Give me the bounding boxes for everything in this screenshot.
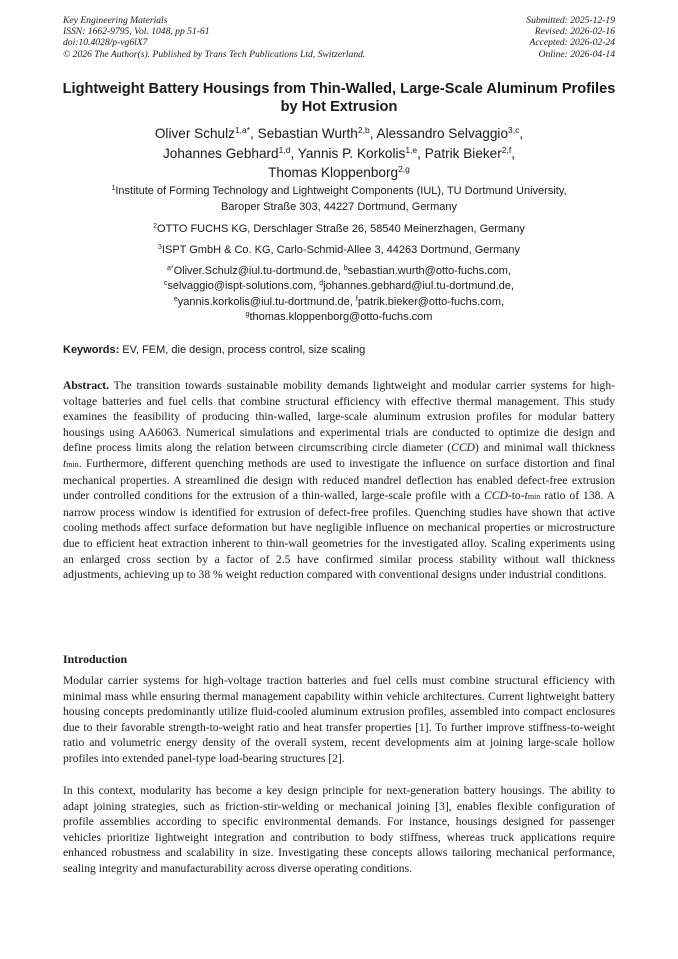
issn-line: ISSN: 1662-9795, Vol. 1048, pp 51-61 (63, 26, 210, 38)
email-link[interactable]: $^g$thomas.kloppenborg@otto-fuchs.com (245, 310, 433, 323)
revised-date: Revised: 2026-02-16 (534, 26, 615, 38)
email-link[interactable]: $^{a*}$Oliver.Schulz@iul.tu-dortmund.de (166, 265, 338, 277)
introduction-paragraph-2: In this context, modularity has become a key design principle for next-generation battery housings. The ability to adapt joining strategies, such as friction-stir-welding or mechanical joining [3], enables flexible configuration of profile assemblies according to specific environmental demands. For instance, housings designed for passenger vehicles prioritize lightweight integration and contribution to body stiffness, whereas truck applications require enhanced robustness and scalability in size. Investigating these concepts allows tailoring mechanical performance, sealing integrity and manufacturability across diverse operating conditions. (63, 784, 615, 875)
online-date: Online: 2026-04-14 (538, 48, 615, 60)
introduction-heading: Introduction (63, 652, 128, 666)
accepted-date: Accepted: 2026-02-24 (529, 37, 615, 49)
keywords-text: EV, FEM, die design, process control, size scaling (119, 344, 366, 356)
email-link[interactable]: $^f$patrik.bieker@otto-fuchs.com (355, 295, 502, 308)
author: Alessandro Selvaggio$^{3,c}$, (376, 125, 524, 141)
email-link[interactable]: $^d$johannes.gebhard@iul.tu-dortmund.de (319, 280, 512, 293)
email-link[interactable]: $^c$selvaggio@ispt-solutions.com (163, 280, 314, 293)
author-list (55, 124, 623, 183)
affiliation-3: $^3$ISPT GmbH & Co. KG, Carlo-Schmid-Allee 3, 44263 Dortmund, Germany (158, 244, 520, 256)
journal-info (63, 15, 365, 60)
author: Oliver Schulz$^{1,a*}$, (154, 125, 258, 141)
email-link[interactable]: $^b$sebastian.wurth@otto-fuchs.com (343, 265, 508, 277)
email-link[interactable]: $^e$yannis.korkolis@iul.tu-dortmund.de (173, 295, 350, 308)
author-emails: $^{a*}$Oliver.Schulz@iul.tu-dortmund.de, $^b$sebastian.wurth@otto-fuchs.com, $^c$selvaggio@ispt-solutions.com, $^d$johannes.gebhard@iul.tu-dortmund.de, $^e$yannis.korkolis@iul.tu-dortmund.de, $^f$patrik.bieker@otto-fuchs.com, $^g$thomas.kloppenborg@otto-fuchs.com (163, 265, 515, 323)
author: Patrik Bieker$^{2,f}$, (424, 144, 516, 161)
author: Sebastian Wurth$^{2,b}$, (257, 125, 377, 141)
keywords (63, 343, 615, 358)
affiliation-2: $^2$OTTO FUCHS KG, Derschlager Straße 26, 58540 Meinerzhagen, Germany (153, 223, 525, 235)
dates-info (526, 15, 615, 60)
copyright-line: © 2026 The Author(s). Published by Trans Tech Publications Ltd, Switzerland. (63, 48, 366, 60)
affiliation-1: $^1$Institute of Forming Technology and Lightweight Components (IUL), TU Dortmund University, Baroper Straße 303, 44227 Dortmund, Germany (111, 185, 567, 213)
keywords-label: Keywords: (63, 344, 120, 356)
abstract-label: Abstract. (63, 379, 110, 392)
doi-line: doi:10.4028/p-vg6lX7 (63, 37, 148, 49)
author: Thomas Kloppenborg$^{2,g}$ (268, 164, 410, 180)
author: Yannis P. Korkolis$^{1,e}$, (297, 144, 425, 161)
submitted-date: Submitted: 2025-12-19 (526, 15, 615, 26)
journal-name: Key Engineering Materials (63, 15, 168, 26)
abstract: Abstract. The transition towards sustainable mobility demands lightweight and modular carrier systems for high-voltage batteries and fuel cells that combine structural efficiency with effective thermal management. This study examines the feasibility of producing thin-walled, large-scale aluminum extrusion profiles for modular battery housings using AA6063. Numerical simulations and experimental trials are conducted to optimize die design and define process limits along the relation between circumscribing circle diameter (CCD) and minimal wall thickness tmin. Furthermore, different quenching methods are used to investigate the influence on surface distortion and final mechanical properties. A streamlined die design with reduced mandrel deflection has enabled defect-free extrusion under controlled conditions for the extrusion of a thin-walled, large-scale profile with a CCD-to-tmin ratio of 138. A narrow process window is identified for extrusion of defect-free profiles. Quenching studies have shown that active cooling methods affect surface deformation but have negligible influence on mechanical properties or microstructure due to efficient heat extraction inherent to thin-wall geometries for the investigated alloy. Scaling experiments using an enlarged cross section by a factor of 2.5 have confirmed similar process stability without wall thickness adjustments, achieving up to 38 % weight reduction compared with conventional designs under industrial conditions. (63, 379, 615, 582)
author: Johannes Gebhard$^{1,d}$, (162, 144, 298, 161)
introduction-paragraph-1: Modular carrier systems for high-voltage traction batteries and fuel cells must combine structural efficiency with minimal mass while ensuring thermal management capability within vehicle architectures. Current lightweight battery housing concepts predominantly utilize fluid-cooled aluminum extrusion profiles, assembled into compact enclosures due to their favorable strength-to-weight ratio and heat transfer properties [1]. To further improve stiffness-to-weight ratio and volumetric energy density of the overall system, recent developments aim at joining large-scale hollow profiles into extended panel-type load-bearing structures [2]. (63, 674, 615, 765)
paper-title: Lightweight Battery Housings from Thin-Walled, Large-Scale Aluminum Profiles by Hot Extrusion (62, 81, 616, 115)
